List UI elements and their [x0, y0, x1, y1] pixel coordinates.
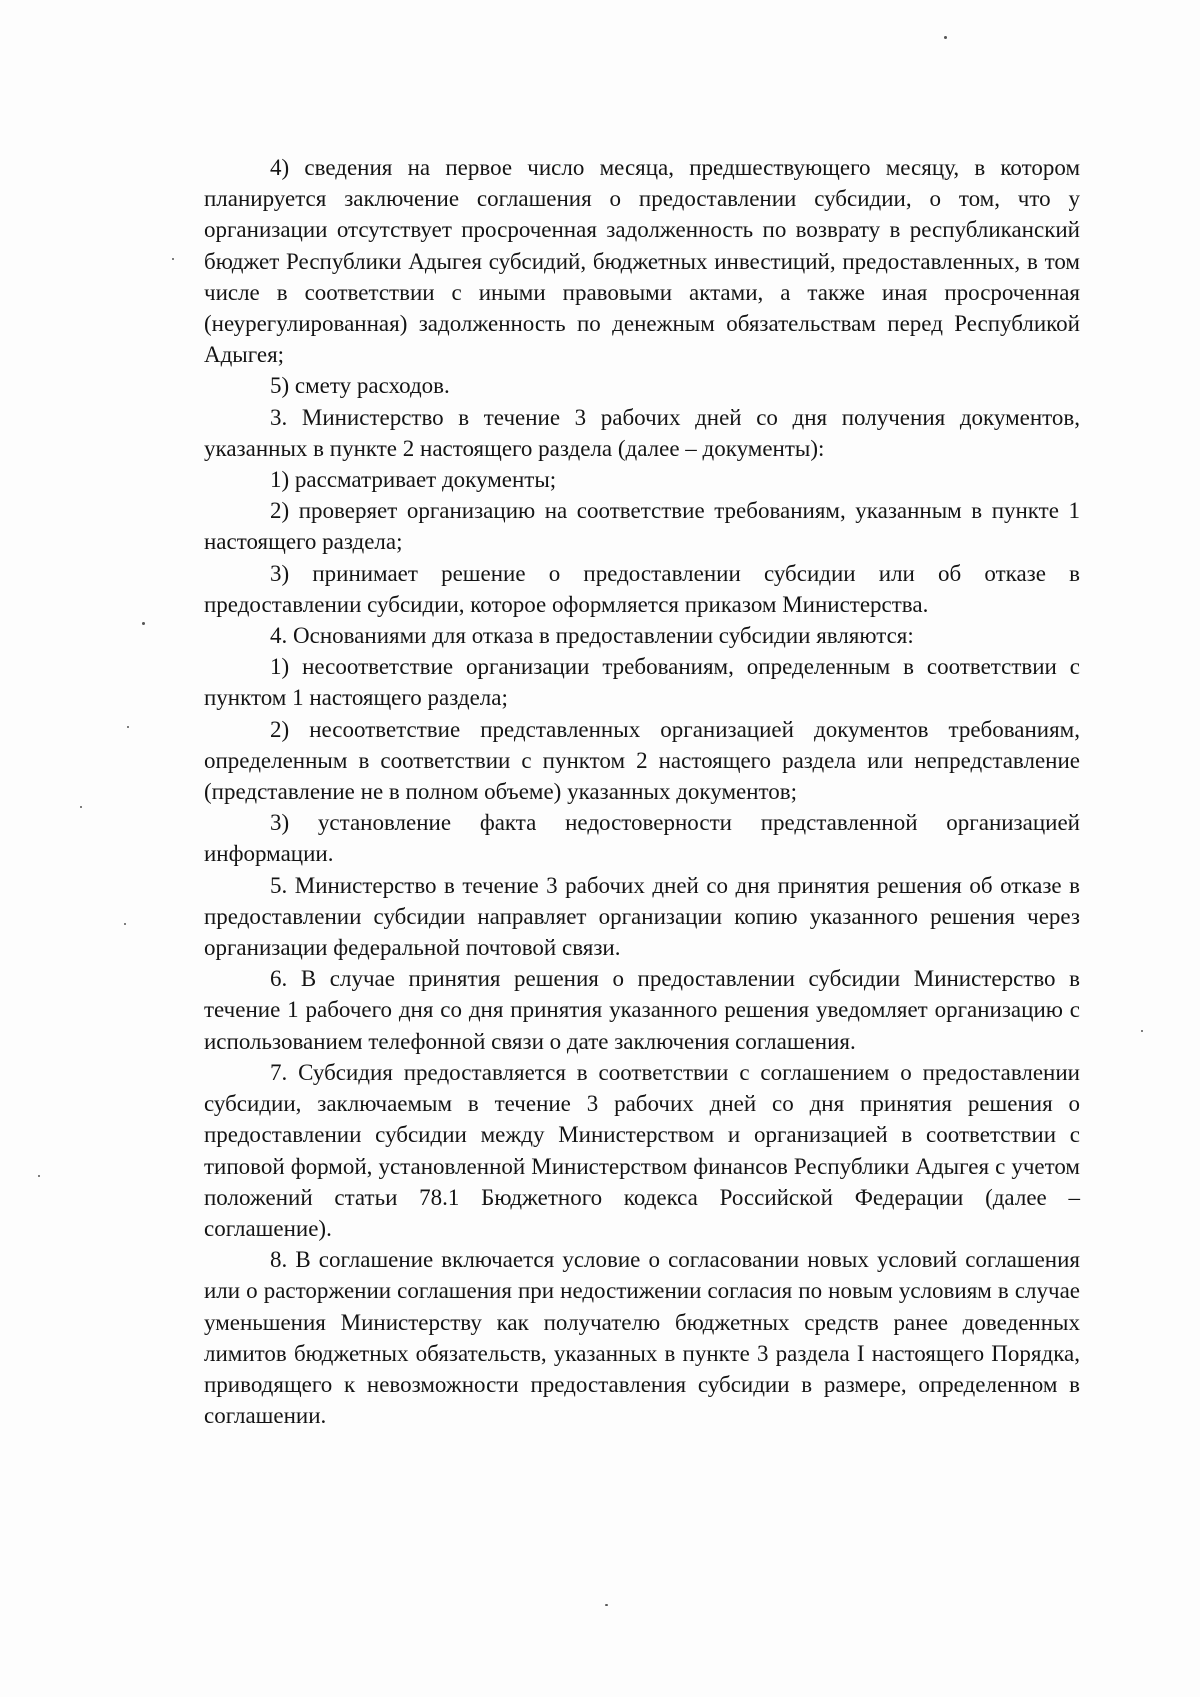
scan-speck [1141, 1030, 1143, 1032]
paragraph: 5) смету расходов. [270, 373, 450, 399]
paragraph: 2) проверяет организацию на соответствие требованиям, указанным в пункте 1 настоящего раздела; [204, 498, 1080, 555]
paragraph: 4. Основаниями для отказа в предоставлении субсидии являются: [270, 623, 914, 649]
scan-speck [142, 622, 145, 625]
document-body [204, 152, 1080, 1431]
paragraph: 7. Субсидия предоставляется в соответствии с соглашением о предоставлении субсидии, заключаемым в течение 3 рабочих дней со дня принятия решения о предоставлении субсидии между Министерством и организацией в соответствии с типовой формой, установленной Министерством финансов Республики Адыгея с учетом положений статьи 78.1 Бюджетного кодекса Российской Федерации (далее – соглашение). [204, 1059, 1080, 1241]
paragraph: 1) рассматривает документы; [270, 467, 557, 493]
paragraph: 1) несоответствие организации требованиям, определенным в соответствии с пунктом 1 настоящего раздела; [204, 654, 1080, 711]
scan-speck [80, 806, 82, 808]
paragraph: 6. В случае принятия решения о предоставлении субсидии Министерство в течение 1 рабочего дня со дня принятия указанного решения уведомляет организацию с использованием телефонной связи о дате заключения соглашения. [204, 966, 1080, 1054]
paragraph: 8. В соглашение включается условие о согласовании новых условий соглашения или о расторжении соглашения при недостижении согласия по новым условиям в случае уменьшения Министерству как получателю бюджетных средств ранее доведенных лимитов бюджетных обязательств, указанных в пункте 3 раздела I настоящего Порядка, приводящего к невозможности предоставления субсидии в размере, определенном в соглашении. [204, 1247, 1080, 1429]
paragraph: 4) сведения на первое число месяца, предшествующего месяцу, в котором планируется заключение соглашения о предоставлении субсидии, о том, что у организации отсутствует просроченная задолженность по возврату в республиканский бюджет Республики Адыгея субсидий, бюджетных инвестиций, предоставленных, в том числе в соответствии с иными правовыми актами, а также иная просроченная (неурегулированная) задолженность по денежным обязательствам перед Республикой Адыгея; [204, 155, 1080, 368]
paragraph: 5. Министерство в течение 3 рабочих дней со дня принятия решения об отказе в предоставлении субсидии направляет организации копию указанного решения через организации федеральной почтовой связи. [204, 872, 1080, 961]
paragraph: 3) установление факта недостоверности представленной организацией информации. [204, 810, 1080, 867]
paragraph: 2) несоответствие представленных организацией документов требованиям, определенным в соответствии с пунктом 2 настоящего раздела или непредставление (представление не в полном объеме) указанных документов; [204, 716, 1080, 805]
scan-speck [38, 1175, 40, 1177]
scan-speck [127, 726, 129, 728]
paragraph: 3. Министерство в течение 3 рабочих дней со дня получения документов, указанных в пункте 2 настоящего раздела (далее – документы): [204, 404, 1080, 461]
scan-speck [944, 36, 947, 39]
scan-speck [172, 258, 174, 260]
paragraph: 3) принимает решение о предоставлении субсидии или об отказе в предоставлении субсидии, которое оформляется приказом Министерства. [204, 560, 1080, 617]
scan-speck [124, 923, 126, 925]
scan-speck [605, 1604, 608, 1606]
